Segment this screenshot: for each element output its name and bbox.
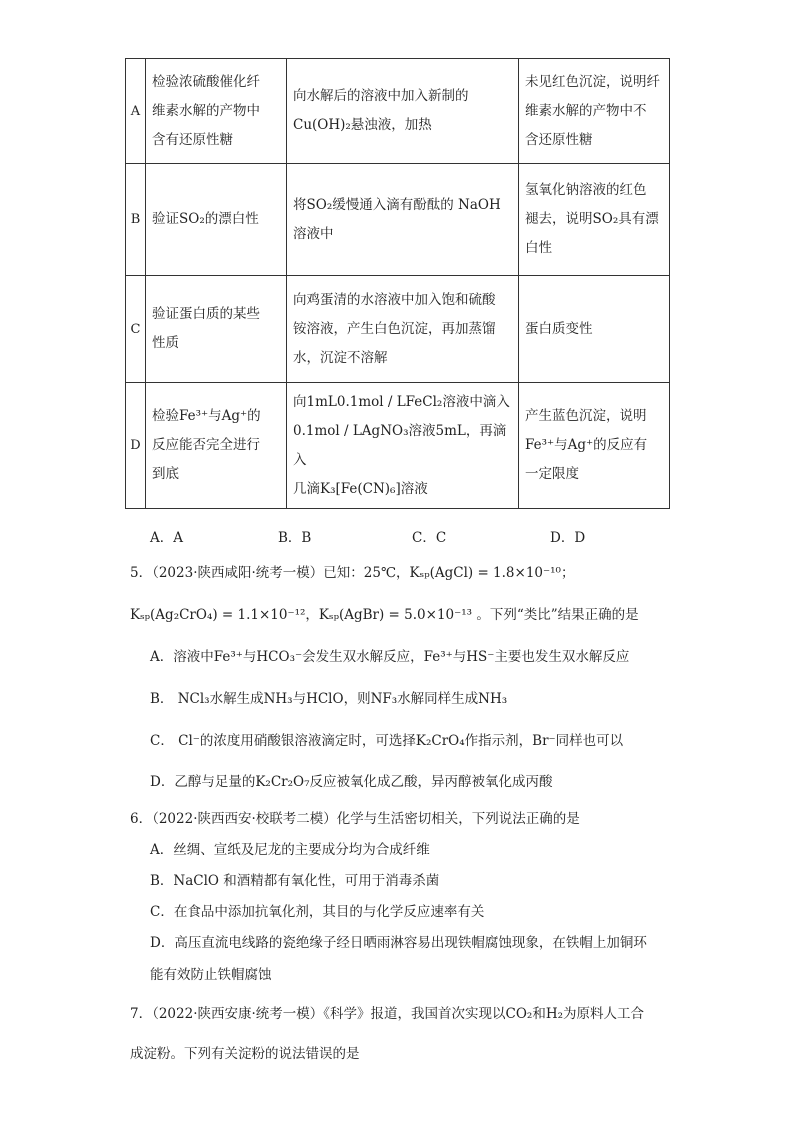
operation-cell: 向鸡蛋清的水溶液中加入饱和硫酸 铵溶液，产生白色沉淀，再加蒸馏 水，沉淀不溶解 — [287, 276, 519, 383]
row-label: D — [126, 383, 146, 509]
q5-option-c[interactable]: C． Cl⁻的浓度用硝酸银溶液滴定时，可选择K₂CrO₄作指示剂，Br⁻同样也可以 — [150, 733, 624, 749]
question-5-stem-cont: Kₛₚ(Ag₂CrO₄) = 1.1×10⁻¹²，Kₛₚ(AgBr) = 5.0×10⁻¹³ 。下列“类比”结果正确的是 — [130, 607, 639, 623]
operation-cell: 向水解后的溶液中加入新制的 Cu(OH)₂悬浊液，加热 — [287, 59, 519, 164]
row-label: B — [126, 164, 146, 276]
purpose-cell: 检验Fe³⁺与Ag⁺的 反应能否完全进行 到底 — [146, 383, 287, 509]
q5-option-d[interactable]: D．乙醇与足量的K₂Cr₂O₇反应被氧化成乙酸，异丙醇被氧化成丙酸 — [150, 774, 553, 790]
result-cell: 未见红色沉淀，说明纤 维素水解的产物中不 含还原性糖 — [519, 59, 670, 164]
q6-option-b[interactable]: B．NaClO 和酒精都有氧化性，可用于消毒杀菌 — [150, 873, 440, 889]
purpose-cell: 验证SO₂的漂白性 — [146, 164, 287, 276]
options-table — [125, 58, 670, 509]
q6-option-a[interactable]: A．丝绸、宣纸及尼龙的主要成分均为合成纤维 — [150, 842, 430, 858]
result-cell: 蛋白质变性 — [519, 276, 670, 383]
table-row — [126, 59, 670, 164]
q6-option-c[interactable]: C．在食品中添加抗氧化剂，其目的与化学反应速率有关 — [150, 904, 485, 920]
question-7-stem: 7．（2022·陕西安康·统考一模）《科学》报道，我国首次实现以CO₂和H₂为原料人工合 — [130, 1006, 645, 1022]
result-cell: 氢氧化钠溶液的红色 褪去，说明SO₂具有漂 白性 — [519, 164, 670, 276]
question-7-stem-cont: 成淀粉。下列有关淀粉的说法错误的是 — [130, 1046, 360, 1062]
choice-a[interactable]: A．A — [150, 530, 183, 546]
operation-cell: 向1mL0.1mol / LFeCl₂溶液中滴入 0.1mol / LAgNO₃溶液5mL，再滴入 几滴K₃[Fe(CN)₆]溶液 — [287, 383, 519, 509]
q5-option-a[interactable]: A．溶液中Fe³⁺与HCO₃⁻会发生双水解反应，Fe³⁺与HS⁻主要也发生双水解反应 — [150, 649, 630, 665]
purpose-cell: 验证蛋白质的某些 性质 — [146, 276, 287, 383]
q6-option-d[interactable]: D．高压直流电线路的瓷绝缘子经日晒雨淋容易出现铁帽腐蚀现象，在铁帽上加铜环 — [150, 935, 647, 951]
answer-choices — [150, 526, 585, 546]
result-cell: 产生蓝色沉淀，说明 Fe³⁺与Ag⁺的反应有 一定限度 — [519, 383, 670, 509]
operation-cell: 将SO₂缓慢通入滴有酚酞的 NaOH 溶液中 — [287, 164, 519, 276]
table-row — [126, 383, 670, 509]
choice-b[interactable]: B．B — [278, 530, 312, 546]
table-row — [126, 164, 670, 276]
question-5-stem: 5．（2023·陕西咸阳·统考一模）已知：25℃，Kₛₚ(AgCl) = 1.8×10⁻¹⁰； — [130, 565, 575, 581]
purpose-cell: 检验浓硫酸催化纤 维素水解的产物中 含有还原性糖 — [146, 59, 287, 164]
q6-option-d-cont: 能有效防止铁帽腐蚀 — [150, 967, 272, 983]
q5-option-b[interactable]: B． NCl₃水解生成NH₃与HClO，则NF₃水解同样生成NH₃ — [150, 691, 508, 707]
row-label: C — [126, 276, 146, 383]
question-6-stem: 6．（2022·陕西西安·校联考二模）化学与生活密切相关，下列说法正确的是 — [130, 811, 580, 827]
choice-c[interactable]: C．C — [412, 530, 447, 546]
table-row — [126, 276, 670, 383]
row-label: A — [126, 59, 146, 164]
choice-d[interactable]: D．D — [550, 530, 586, 546]
